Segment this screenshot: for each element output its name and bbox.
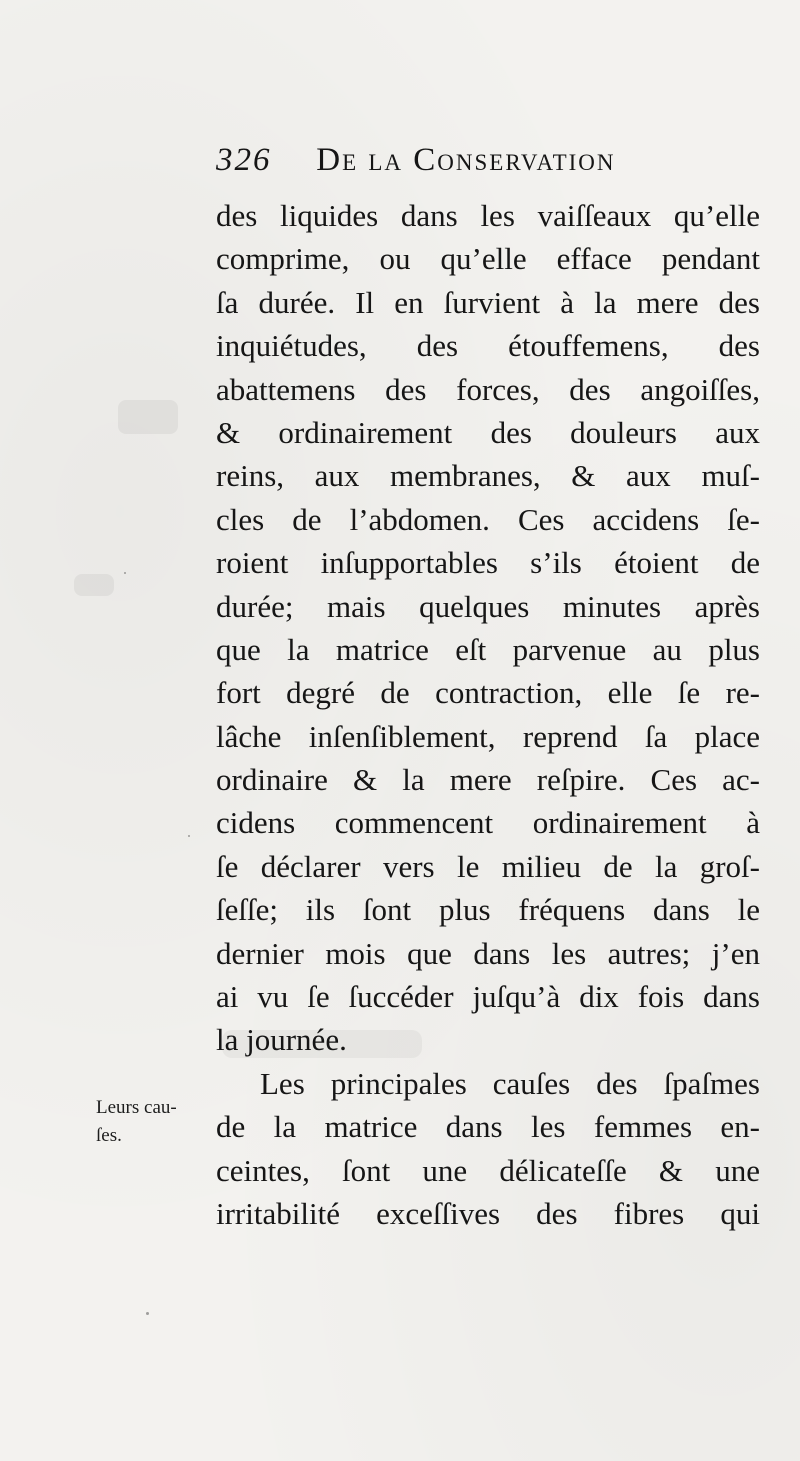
text-line: cles de l’abdomen. Ces accidens ſe- <box>216 501 760 537</box>
text-line: ſeſſe; ils ſont plus fréquens dans le <box>216 892 760 928</box>
text-line: ordinaire & la mere reſpire. Ces ac- <box>216 762 760 798</box>
paper-speck <box>146 1312 149 1315</box>
body-text <box>216 194 760 1235</box>
page-number: 326 <box>216 142 272 178</box>
text-line: comprime, ou qu’elle efface pendant <box>216 241 760 277</box>
text-line: des liquides dans les vaiſſeaux qu’elle <box>216 198 760 233</box>
text-line: roient inſupportables s’ils étoient de <box>216 545 760 581</box>
show-through-smudge <box>118 400 178 434</box>
text-line: lâche inſenſiblement, reprend ſa place <box>216 718 760 754</box>
text-line: inquiétudes, des étouffemens, des <box>216 328 760 364</box>
text-line: ſa durée. Il en ſurvient à la mere des <box>216 284 760 320</box>
paper-speck <box>188 835 190 837</box>
running-title: De la Conservation <box>316 142 616 178</box>
text-line: dernier mois que dans les autres; j’en <box>216 935 760 971</box>
show-through-smudge <box>222 1030 422 1058</box>
text-line: fort degré de contraction, elle ſe re- <box>216 675 760 711</box>
margin-note-line: Leurs cau- <box>96 1097 177 1118</box>
running-head <box>216 142 756 182</box>
text-line: reins, aux membranes, & aux muſ- <box>216 458 760 494</box>
text-line: ceintes, ſont une délicateſſe & une <box>216 1152 760 1188</box>
text-line: ſe déclarer vers le milieu de la groſ- <box>216 848 760 884</box>
text-line: durée; mais quelques minutes après <box>216 588 760 624</box>
text-line: de la matrice dans les femmes en- <box>216 1109 760 1145</box>
text-line-paragraph-end: la journée. <box>216 1022 347 1058</box>
paper-speck <box>124 572 126 574</box>
text-line: que la matrice eſt parvenue au plus <box>216 631 760 667</box>
text-line: irritabilité exceſſives des fibres qui <box>216 1195 760 1231</box>
show-through-smudge <box>74 574 114 596</box>
text-line-paragraph-start: Les principales cauſes des ſpaſmes <box>260 1065 760 1101</box>
text-line: ai vu ſe ſuccéder juſqu’à dix fois dans <box>216 979 760 1015</box>
margin-note <box>96 1094 216 1150</box>
text-line: & ordinairement des douleurs aux <box>216 414 760 450</box>
text-line: abattemens des forces, des angoiſſes, <box>216 371 760 407</box>
margin-note-line: ſes. <box>96 1125 122 1146</box>
text-line: cidens commencent ordinairement à <box>216 805 760 841</box>
